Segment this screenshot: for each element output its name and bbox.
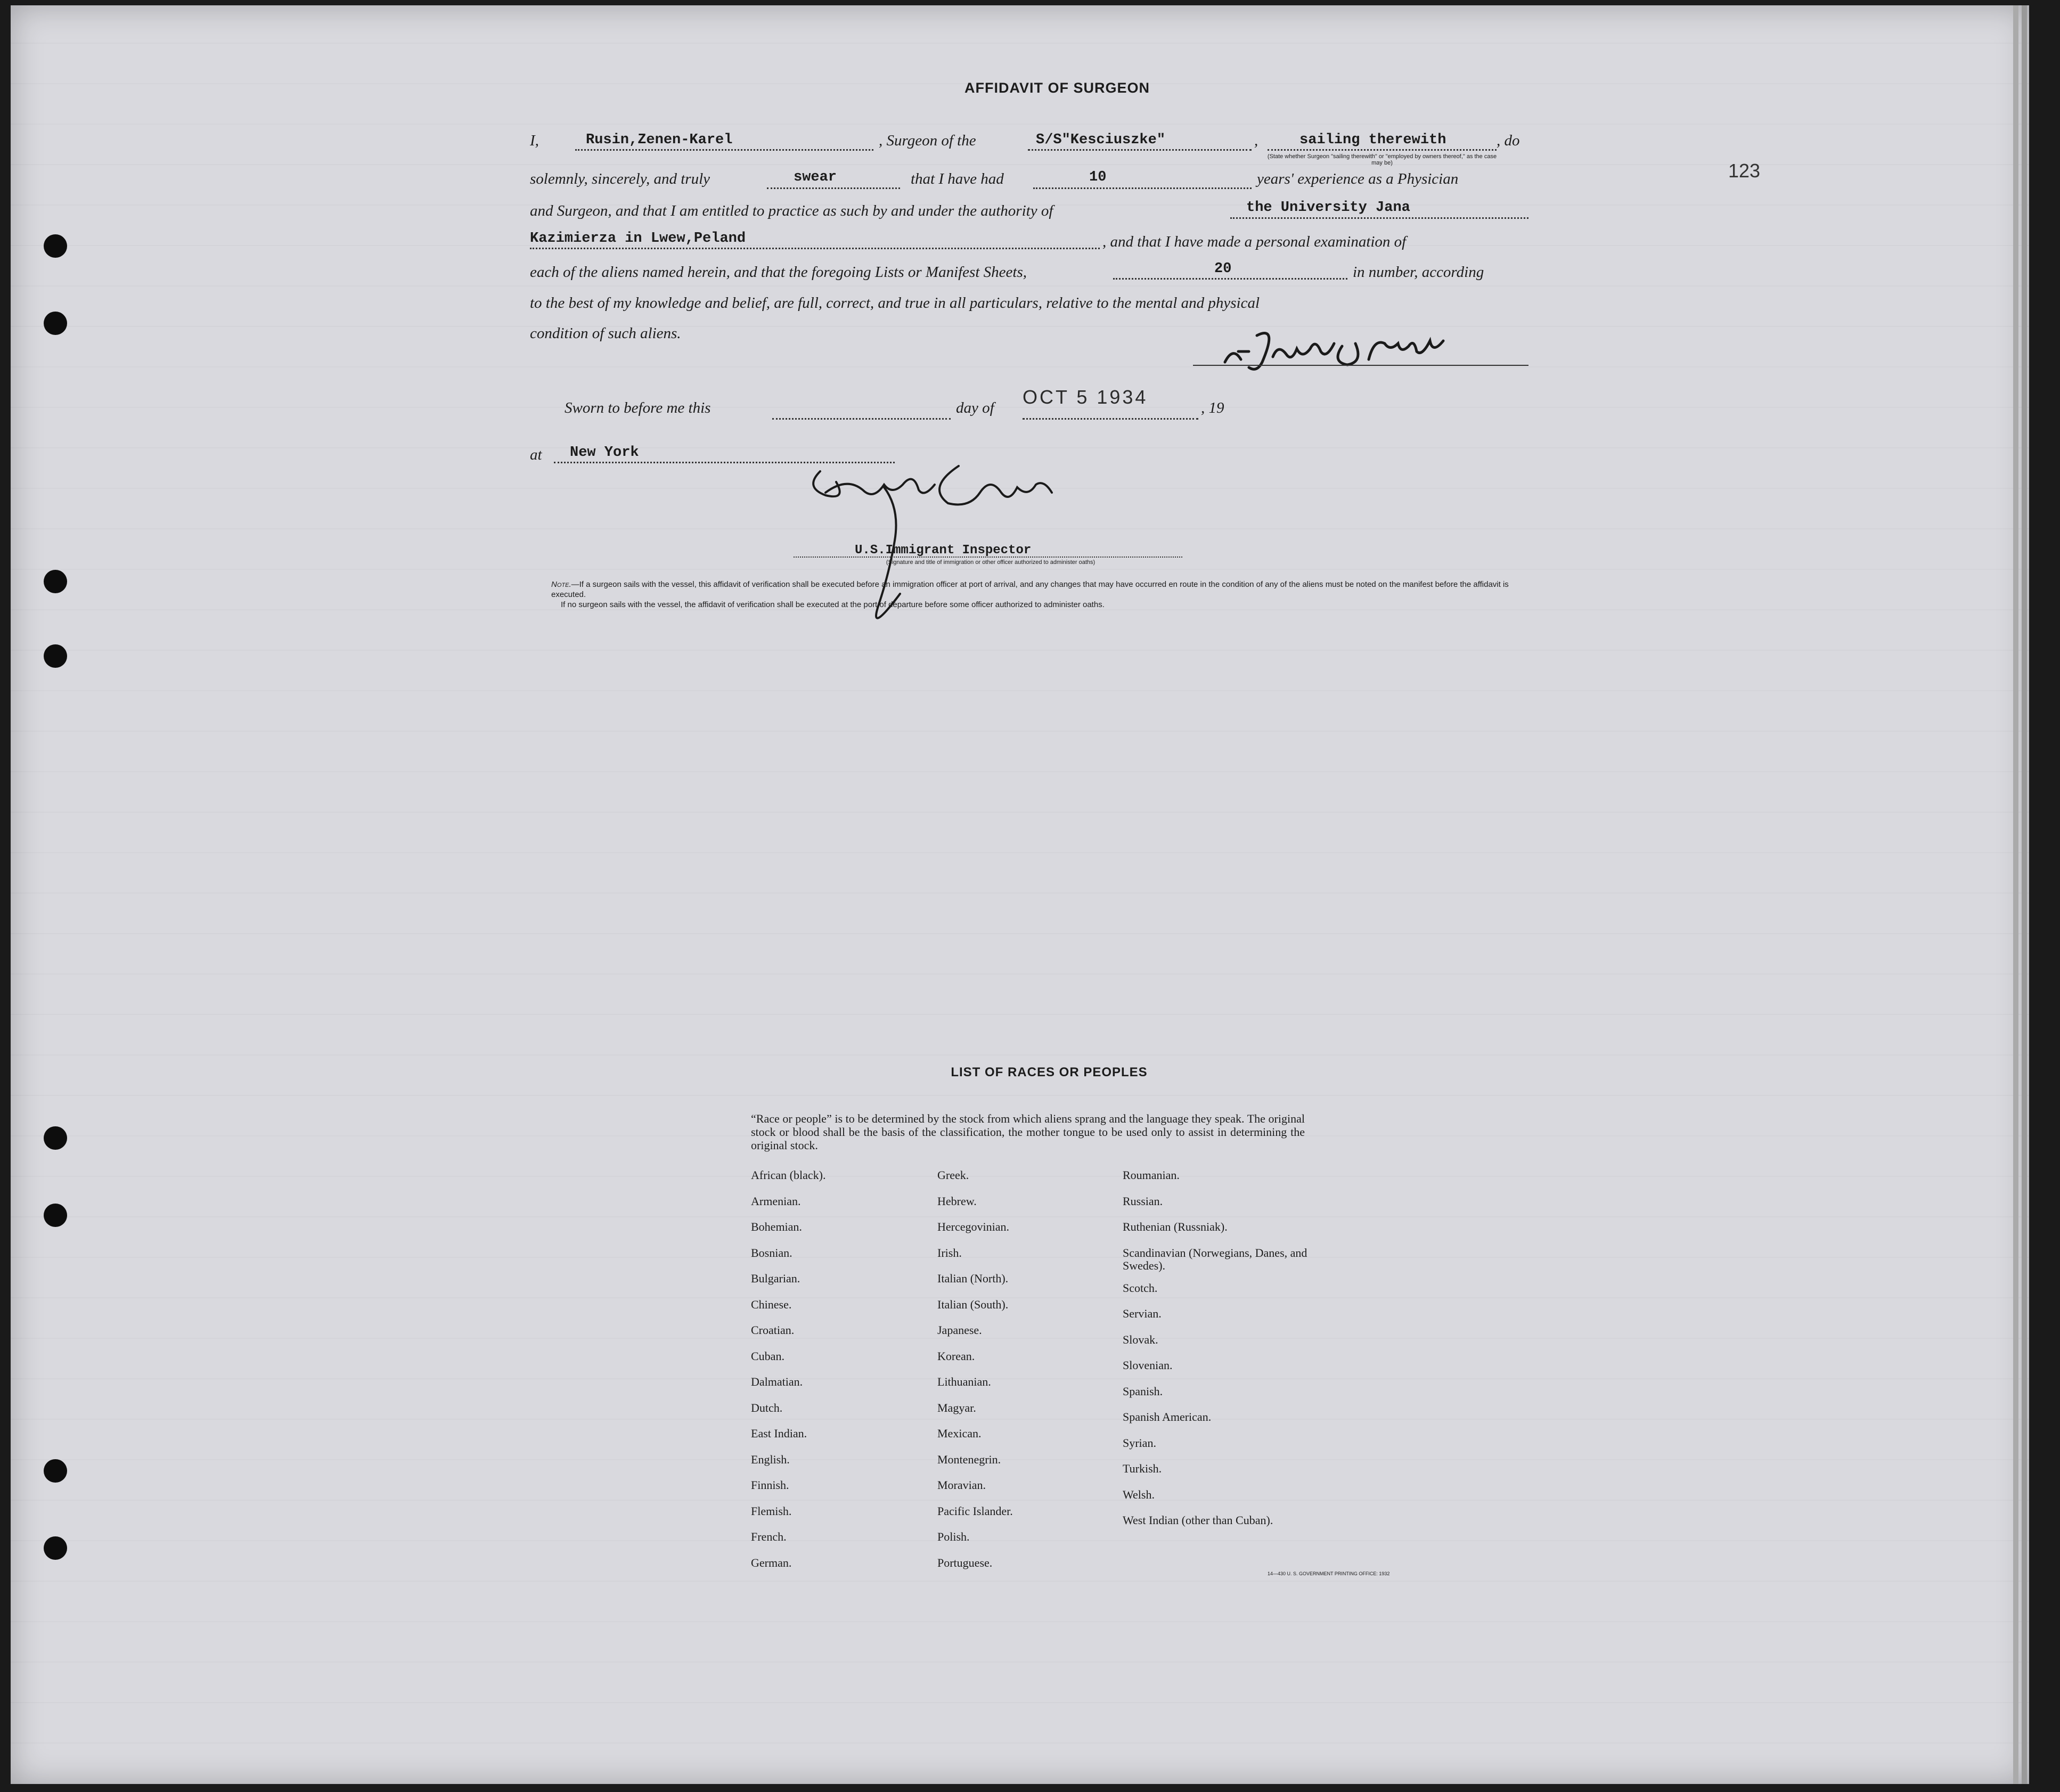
binder-hole <box>44 1126 67 1150</box>
printing-imprint: 14—430 U. S. GOVERNMENT PRINTING OFFICE: 1932 <box>1268 1571 1390 1576</box>
race-item: Moravian. <box>937 1478 986 1492</box>
at-prefix: at <box>530 446 542 463</box>
race-item: Slovenian. <box>1123 1359 1173 1372</box>
affidavit-line-3: and Surgeon, and that I am entitled to practice as such by and under the authority of <box>530 202 1053 219</box>
race-item: Portuguese. <box>937 1556 993 1569</box>
race-item: French. <box>751 1530 787 1543</box>
sworn-year: , 19 <box>1201 399 1224 416</box>
signature-line <box>1193 365 1528 366</box>
inspector-title: U.S.Immigrant Inspector <box>855 543 1032 558</box>
race-item: Bohemian. <box>751 1220 802 1233</box>
race-item: Bosnian. <box>751 1246 792 1259</box>
race-item: Greek. <box>937 1168 969 1182</box>
race-item: Welsh. <box>1123 1487 1155 1501</box>
affidavit-text: , and that I have made a personal examination of <box>1102 233 1407 250</box>
note-text: —If a surgeon sails with the vessel, this affidavit of verification shall be executed before an immigration officer at port of arrival, and any changes that may have occurred en route in the condition of any of the aliens must be noted on the manifest before the affidavit is executed. <box>551 580 1509 599</box>
race-item: Cuban. <box>751 1349 784 1363</box>
race-item: Croatian. <box>751 1323 795 1337</box>
fill-line <box>767 187 900 189</box>
binder-hole <box>44 644 67 668</box>
race-item: Mexican. <box>937 1427 982 1440</box>
race-item: Scotch. <box>1123 1281 1158 1295</box>
race-item: Russian. <box>1123 1194 1163 1208</box>
race-item: Servian. <box>1123 1307 1162 1320</box>
fill-line <box>530 248 1100 249</box>
authority-part-2: Kazimierza in Lwew,Peland <box>530 231 746 247</box>
fill-line <box>1023 418 1198 420</box>
race-item: Lithuanian. <box>937 1375 991 1388</box>
race-item: Turkish. <box>1123 1462 1162 1475</box>
race-item: Irish. <box>937 1246 962 1259</box>
sworn-place: New York <box>570 445 639 461</box>
affidavit-line-5: each of the aliens named herein, and that the foregoing Lists or Manifest Sheets, <box>530 264 1027 281</box>
years-experience: 10 <box>1089 169 1107 185</box>
inspector-note: (Signature and title of immigration or other officer authorized to administer oaths) <box>886 559 1096 566</box>
sailing-note: (State whether Surgeon "sailing therewith" or "employed by owners thereof," as the case may be) <box>1267 153 1497 166</box>
race-item: Dalmatian. <box>751 1375 803 1388</box>
page-number: 123 <box>1728 160 1761 182</box>
race-item: Spanish. <box>1123 1384 1163 1398</box>
race-item: East Indian. <box>751 1427 807 1440</box>
note-para-1 <box>551 579 1528 600</box>
races-column-1 <box>751 1169 911 1582</box>
races-intro: “Race or people” is to be determined by the stock from which aliens sprang and the language they speak. The original stock or blood shall be the basis of the classification, the mother tongue to be used only to assist in determining the original stock. <box>751 1112 1305 1152</box>
race-item: West Indian (other than Cuban). <box>1123 1513 1273 1527</box>
manifest-sheet <box>11 5 2029 1784</box>
fill-line <box>1113 278 1347 280</box>
race-item: Pacific Islander. <box>937 1504 1013 1518</box>
sailing-status: sailing therewith <box>1299 132 1446 148</box>
fill-line <box>1230 217 1528 219</box>
affidavit-text: , Surgeon of the <box>879 132 976 149</box>
race-item: Hebrew. <box>937 1194 977 1208</box>
race-item: Armenian. <box>751 1194 801 1208</box>
race-item: Slovak. <box>1123 1332 1158 1346</box>
sworn-prefix: Sworn to before me this <box>565 399 711 416</box>
binder-hole <box>44 1204 67 1227</box>
fill-line <box>575 149 873 151</box>
race-item: Italian (South). <box>937 1297 1009 1311</box>
affidavit-line-7: condition of such aliens. <box>530 325 681 342</box>
page-edge <box>2013 5 2018 1784</box>
affidavit-text: in number, according <box>1353 264 1484 281</box>
race-item: Italian (North). <box>937 1272 1009 1285</box>
race-item: Finnish. <box>751 1478 789 1492</box>
race-item: German. <box>751 1556 792 1569</box>
fill-line <box>1028 149 1252 151</box>
fill-line <box>1268 149 1497 151</box>
date-stamp: OCT 5 1934 <box>1023 386 1148 408</box>
race-item: Japanese. <box>937 1323 982 1337</box>
affidavit-title: AFFIDAVIT OF SURGEON <box>964 80 1150 96</box>
race-item: Polish. <box>937 1530 970 1543</box>
affidavit-text: years' experience as a Physician <box>1257 170 1459 187</box>
race-item: Spanish American. <box>1123 1410 1212 1423</box>
binder-hole <box>44 234 67 258</box>
race-item: Syrian. <box>1123 1436 1156 1450</box>
affidavit-line-6: to the best of my knowledge and belief, are full, correct, and true in all particulars, relative to the mental and physical <box>530 294 1260 312</box>
fill-line <box>772 418 951 420</box>
affidavit-text: that I have had <box>911 170 1004 187</box>
race-item: Hercegovinian. <box>937 1220 1009 1233</box>
race-item: Magyar. <box>937 1401 976 1414</box>
race-item: Scandinavian (Norwegians, Danes, and Swedes). <box>1123 1246 1307 1272</box>
races-column-2 <box>937 1169 1097 1582</box>
note-para-2: If no surgeon sails with the vessel, the affidavit of verification shall be executed at the port of departure before some officer authorized to administer oaths. <box>561 600 1105 609</box>
race-item: African (black). <box>751 1168 826 1182</box>
races-column-3 <box>1123 1169 1314 1540</box>
page-edge <box>2022 5 2027 1784</box>
race-item: Korean. <box>937 1349 975 1363</box>
race-item: Dutch. <box>751 1401 783 1414</box>
binder-hole <box>44 570 67 593</box>
note-lead: Note. <box>551 580 571 589</box>
ship-name: S/S"Kesciuszke" <box>1036 132 1166 148</box>
binder-hole <box>44 1536 67 1560</box>
race-item: Montenegrin. <box>937 1452 1001 1466</box>
race-item: Roumanian. <box>1123 1168 1180 1182</box>
race-item: Flemish. <box>751 1504 792 1518</box>
sworn-day-of: day of <box>956 399 994 416</box>
affidavit-note <box>551 579 1528 610</box>
authority-part-1: the University Jana <box>1246 200 1410 216</box>
fill-line <box>1033 187 1252 189</box>
binder-hole <box>44 1459 67 1483</box>
race-item: Ruthenian (Russniak). <box>1123 1220 1228 1233</box>
binder-hole <box>44 312 67 335</box>
race-item: Bulgarian. <box>751 1272 800 1285</box>
surgeon-name: Rusin,Zenen-Karel <box>586 132 733 148</box>
race-item: Chinese. <box>751 1297 792 1311</box>
oath-type: swear <box>794 169 837 185</box>
sheet-count: 20 <box>1214 261 1232 277</box>
race-item: English. <box>751 1452 790 1466</box>
surgeon-signature <box>1220 320 1507 378</box>
affidavit-text: , do <box>1497 132 1520 149</box>
affidavit-line-1: I, <box>530 132 539 149</box>
races-title: LIST OF RACES OR PEOPLES <box>951 1065 1148 1079</box>
affidavit-text: , <box>1254 132 1258 149</box>
affidavit-line-2: solemnly, sincerely, and truly <box>530 170 710 187</box>
